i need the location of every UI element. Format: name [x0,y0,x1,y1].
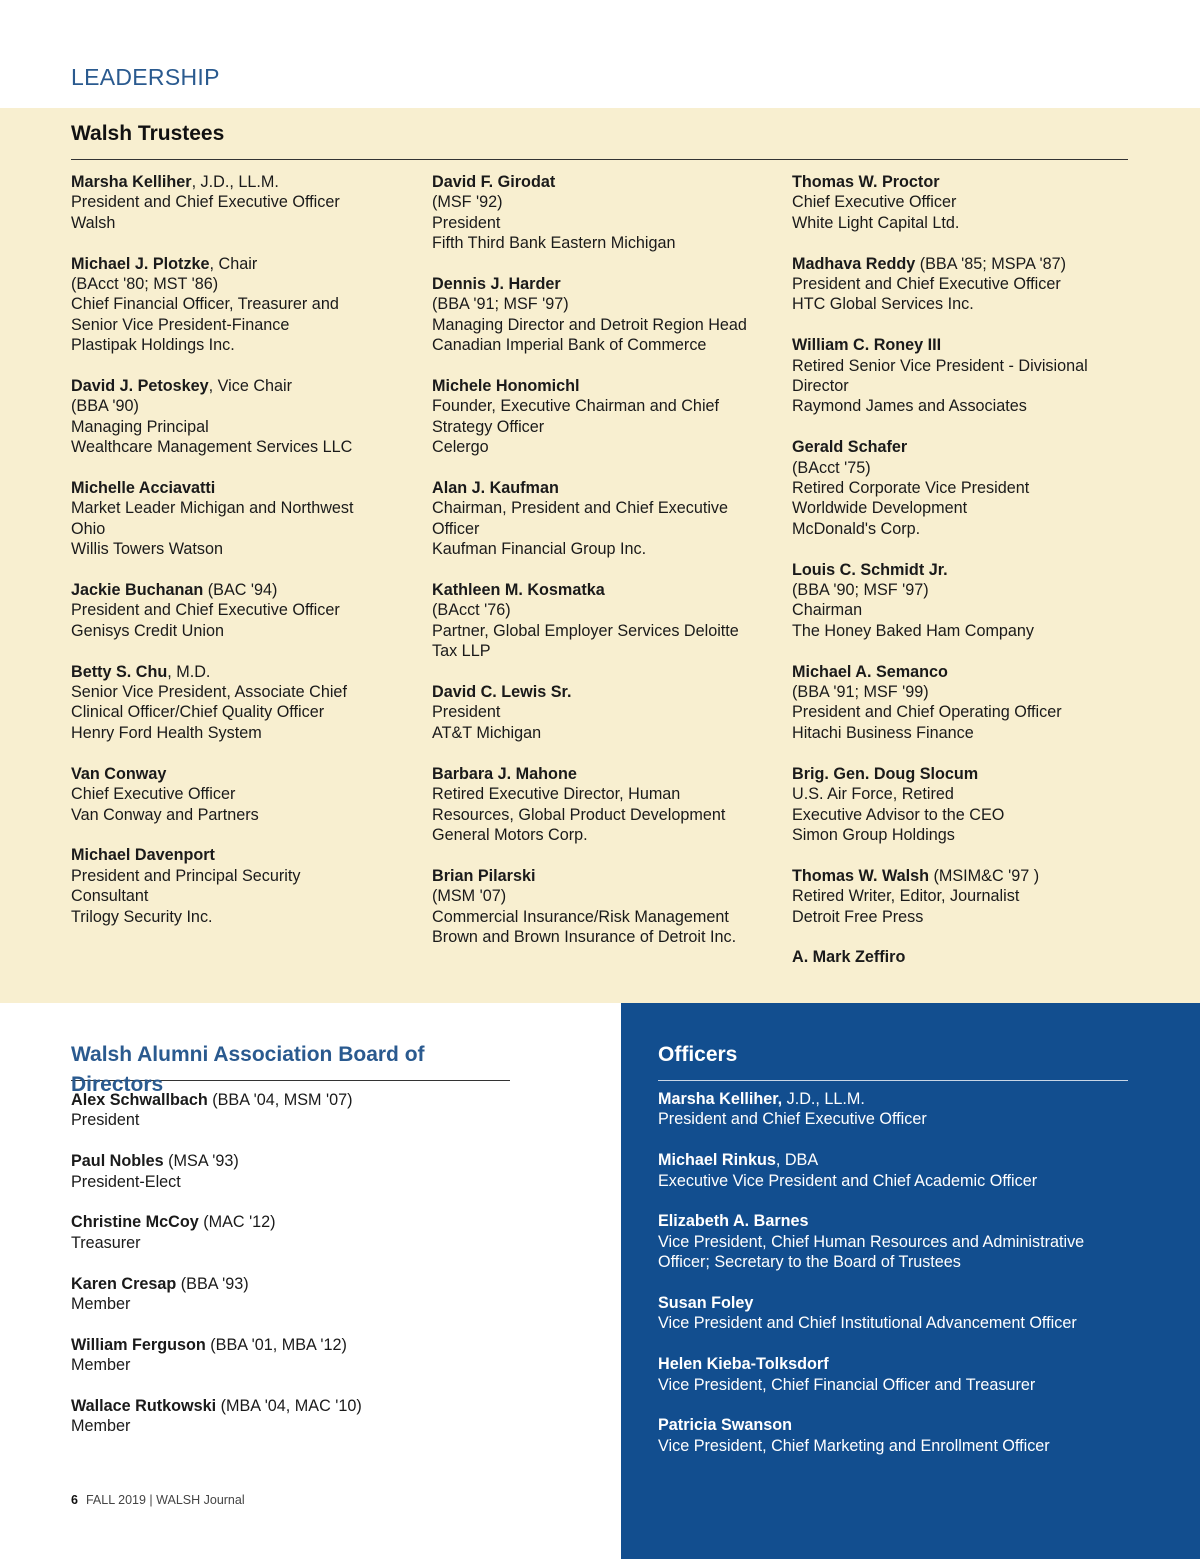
person-name: Marsha Kelliher [71,173,192,191]
person-detail-line: President [71,1111,140,1130]
person-entry [432,172,777,254]
person-entry [658,1415,1178,1456]
person-detail-line: Ohio [71,519,106,538]
person-name: Karen Cresap [71,1274,177,1293]
person-entry [658,1354,1178,1395]
person-detail-line: President [432,213,501,232]
person-detail-line: Worldwide Development [792,499,968,518]
person-name: Alex Schwallbach [71,1091,208,1109]
person-heading [71,764,416,784]
person-name: Brig. Gen. Doug Slocum [792,764,979,783]
person-credentials: (MAC '12) [198,1213,276,1232]
person-detail-line: Managing Director and Detroit Region Head [432,315,747,334]
person-detail-line: Chief Executive Officer [71,785,236,804]
person-detail-line: Henry Ford Health System [71,723,262,742]
officers-title: Officers [658,1043,738,1066]
footer-text: FALL 2019 | WALSH Journal [85,1493,245,1507]
person-entry [71,1212,511,1253]
person-entry [792,335,1137,417]
officers-divider [658,1080,1128,1081]
person-name: Louis C. Schmidt Jr. [792,560,948,579]
person-detail-line: Managing Principal [71,417,209,436]
person-detail-line: Member [71,1417,131,1436]
person-name: Elizabeth A. Barnes [658,1212,809,1231]
person-entry [71,1335,511,1376]
person-heading [432,478,777,498]
person-credentials: J.D., LL.M. [782,1090,865,1108]
person-detail-line: (BBA '90; MSF '97) [792,581,929,600]
person-heading [432,682,777,702]
person-name: Barbara J. Mahone [432,764,577,783]
person-detail-line: Founder, Executive Chairman and Chief [432,397,720,416]
person-detail-line: Vice President, Chief Marketing and Enrollment Officer [658,1436,1050,1455]
person-heading [71,172,416,192]
person-name: Alan J. Kaufman [432,479,559,498]
person-credentials: (BBA '85; MSPA '87) [915,254,1066,273]
person-heading [658,1211,1178,1231]
page-footer [71,1493,245,1507]
person-entry [658,1150,1178,1191]
alumni-board-title: Walsh Alumni Association Board of Directors [71,1043,425,1096]
person-detail-line: Willis Towers Watson [71,540,224,559]
alumni-board-list [71,1090,511,1437]
person-detail-line: Member [71,1356,131,1375]
person-credentials: (BBA '04, MSM '07) [207,1091,353,1109]
person-entry [71,580,416,641]
person-detail-line: President and Principal Security [71,866,301,885]
person-name: Jackie Buchanan [71,581,204,600]
person-credentials: (MSA '93) [163,1152,239,1171]
person-name: Michael J. Plotzke [71,254,210,273]
person-entry [71,764,416,825]
person-detail-line: (BAcct '80; MST '86) [71,275,219,294]
person-entry [658,1089,1178,1130]
person-detail-line: White Light Capital Ltd. [792,213,960,232]
person-detail-line: Senior Vice President-Finance [71,315,290,334]
person-detail-line: AT&T Michigan [432,723,542,742]
person-detail-line: President and Chief Executive Officer [792,275,1061,294]
person-heading [71,1151,511,1171]
person-entry [71,1274,511,1315]
person-entry [792,437,1137,539]
person-name: David J. Petoskey [71,377,209,396]
person-name: Michael Davenport [71,846,215,865]
person-detail-line: Commercial Insurance/Risk Management [432,907,729,926]
person-entry [658,1211,1178,1272]
person-heading [792,172,1137,192]
person-detail-line: President-Elect [71,1172,181,1191]
person-name: Thomas W. Walsh [792,866,930,885]
person-entry [71,172,416,233]
person-heading [792,437,1137,457]
person-heading [432,376,777,396]
person-detail-line: Retired Writer, Editor, Journalist [792,887,1020,906]
person-detail-line: Director [792,377,849,396]
person-name: David C. Lewis Sr. [432,683,572,702]
person-name: Susan Foley [658,1294,754,1313]
person-heading [432,764,777,784]
section-label: LEADERSHIP [71,64,220,90]
person-name: Paul Nobles [71,1152,164,1171]
trustees-title: Walsh Trustees [71,122,225,145]
person-name: Madhava Reddy [792,254,916,273]
person-detail-line: President and Chief Executive Officer [71,193,340,212]
person-entry [71,1090,511,1131]
person-detail-line: Simon Group Holdings [792,825,955,844]
person-name: Christine McCoy [71,1213,199,1232]
person-detail-line: Kaufman Financial Group Inc. [432,540,647,559]
person-entry [792,947,1137,967]
person-heading [792,335,1137,355]
person-detail-line: Member [71,1295,131,1314]
person-detail-line: Retired Executive Director, Human [432,785,681,804]
person-heading [71,1335,511,1355]
page-number: 6 [71,1493,78,1507]
person-detail-line: Hitachi Business Finance [792,723,974,742]
person-name: Kathleen M. Kosmatka [432,581,605,600]
person-detail-line: Consultant [71,887,149,906]
person-detail-line: Canadian Imperial Bank of Commerce [432,336,707,355]
person-detail-line: (BAcct '75) [792,458,871,477]
person-detail-line: Treasurer [71,1233,141,1252]
trustees-divider [71,159,1128,160]
person-credentials: , Chair [209,254,258,273]
person-detail-line: Senior Vice President, Associate Chief [71,683,347,702]
person-credentials: , DBA [775,1151,819,1170]
person-detail-line: General Motors Corp. [432,825,588,844]
person-entry [792,560,1137,642]
person-heading [71,845,416,865]
person-entry [432,682,777,743]
person-detail-line: (BBA '90) [71,397,139,416]
person-credentials: (MBA '04, MAC '10) [216,1397,362,1416]
person-entry [71,254,416,356]
person-detail-line: McDonald's Corp. [792,519,921,538]
person-name: Michelle Acciavatti [71,479,216,498]
person-detail-line: President and Chief Executive Officer [71,601,340,620]
person-detail-line: Plastipak Holdings Inc. [71,336,235,355]
trustees-panel [0,108,1200,1003]
person-detail-line: (BAcct '76) [432,601,511,620]
person-name: Wallace Rutkowski [71,1397,217,1416]
person-detail-line: Wealthcare Management Services LLC [71,438,353,457]
person-entry [71,1396,511,1437]
person-detail-line: Chief Executive Officer [792,193,957,212]
person-detail-line: The Honey Baked Ham Company [792,621,1035,640]
person-heading [71,254,416,274]
person-name: Helen Kieba-Tolksdorf [658,1355,829,1374]
person-entry [792,866,1137,927]
person-name: A. Mark Zeffiro [792,948,906,967]
person-entry [71,845,416,927]
person-name: Marsha Kelliher, [658,1090,783,1108]
person-detail-line: Chairman [792,601,863,620]
person-heading [792,947,1137,967]
person-credentials: (MSIM&C '97 ) [929,866,1040,885]
person-detail-line: Trilogy Security Inc. [71,907,213,926]
person-entry [792,662,1137,744]
person-detail-line: Executive Advisor to the CEO [792,805,1005,824]
person-name: David F. Girodat [432,173,556,191]
person-heading [71,1090,511,1110]
person-heading [71,1396,511,1416]
person-detail-line: Vice President and Chief Institutional Advancement Officer [658,1314,1077,1333]
person-detail-line: Brown and Brown Insurance of Detroit Inc. [432,927,737,946]
person-detail-line: Fifth Third Bank Eastern Michigan [432,234,676,253]
person-name: Michael A. Semanco [792,662,948,681]
person-name: William C. Roney III [792,336,942,355]
person-detail-line: President and Chief Executive Officer [658,1110,927,1129]
person-name: Van Conway [71,764,167,783]
person-heading [71,478,416,498]
person-heading [658,1354,1178,1374]
person-detail-line: (BBA '91; MSF '97) [432,295,569,314]
person-entry [792,172,1137,233]
person-credentials: , Vice Chair [208,377,293,396]
person-detail-line: Partner, Global Employer Services Deloitte [432,621,739,640]
person-detail-line: Resources, Global Product Development [432,805,726,824]
trustees-column-1 [71,172,416,947]
person-heading [71,376,416,396]
person-detail-line: HTC Global Services Inc. [792,295,974,314]
person-entry [432,764,777,846]
person-heading [658,1415,1178,1435]
person-detail-line: Officer [432,519,480,538]
trustees-column-2 [432,172,777,968]
person-heading [71,662,416,682]
person-credentials: (BAC '94) [203,581,278,600]
person-name: Thomas W. Proctor [792,173,940,191]
person-detail-line: Officer; Secretary to the Board of Trustees [658,1253,961,1272]
person-entry [432,866,777,948]
person-heading [71,1212,511,1232]
person-detail-line: President [432,703,501,722]
person-detail-line: Retired Corporate Vice President [792,479,1030,498]
person-entry [432,580,777,662]
person-detail-line: Raymond James and Associates [792,397,1027,416]
person-detail-line: President and Chief Operating Officer [792,703,1062,722]
person-detail-line: Retired Senior Vice President - Divisional [792,356,1088,375]
trustees-column-3 [792,172,1137,988]
person-entry [792,254,1137,315]
person-detail-line: Chief Financial Officer, Treasurer and [71,295,339,314]
person-heading [71,1274,511,1294]
person-heading [658,1150,1178,1170]
person-heading [792,662,1137,682]
person-detail-line: Market Leader Michigan and Northwest [71,499,354,518]
person-detail-line: U.S. Air Force, Retired [792,785,954,804]
person-heading [792,866,1137,886]
person-entry [432,376,777,458]
person-name: Patricia Swanson [658,1416,793,1435]
person-entry [792,764,1137,846]
person-entry [71,376,416,458]
person-credentials: (BBA '01, MBA '12) [205,1335,347,1354]
person-heading [71,580,416,600]
officers-list [658,1089,1178,1477]
person-detail-line: Vice President, Chief Human Resources and Administrative [658,1232,1085,1251]
person-entry [658,1293,1178,1334]
person-detail-line: Clinical Officer/Chief Quality Officer [71,703,325,722]
person-name: Dennis J. Harder [432,275,561,294]
person-detail-line: Walsh [71,213,116,232]
officers-panel [621,1003,1200,1559]
person-detail-line: Tax LLP [432,642,491,661]
person-entry [432,478,777,560]
person-detail-line: (MSM '07) [432,887,507,906]
person-name: Gerald Schafer [792,438,908,457]
person-detail-line: Strategy Officer [432,417,545,436]
person-credentials: , M.D. [167,662,211,681]
person-name: Brian Pilarski [432,866,536,885]
person-entry [432,274,777,356]
person-name: Michael Rinkus [658,1151,776,1170]
person-detail-line: Celergo [432,438,489,457]
person-entry [71,1151,511,1192]
person-entry [71,662,416,744]
person-heading [432,274,777,294]
person-heading [432,580,777,600]
person-heading [432,866,777,886]
person-heading [432,172,777,192]
person-detail-line: Chairman, President and Chief Executive [432,499,729,518]
person-heading [792,254,1137,274]
person-heading [658,1293,1178,1313]
person-name: William Ferguson [71,1335,206,1354]
person-name: Michele Honomichl [432,377,580,396]
person-entry [71,478,416,560]
person-heading [792,764,1137,784]
person-credentials: , J.D., LL.M. [191,173,279,191]
person-detail-line: Genisys Credit Union [71,621,224,640]
alumni-board-section [71,1040,511,1457]
person-credentials: (BBA '93) [176,1274,249,1293]
person-detail-line: Detroit Free Press [792,907,924,926]
person-heading [792,560,1137,580]
person-detail-line: Executive Vice President and Chief Academic Officer [658,1171,1038,1190]
person-detail-line: (BBA '91; MSF '99) [792,683,929,702]
person-detail-line: (MSF '92) [432,193,503,212]
person-detail-line: Van Conway and Partners [71,805,259,824]
person-detail-line: Vice President, Chief Financial Officer and Treasurer [658,1375,1036,1394]
person-heading [658,1089,1178,1109]
person-name: Betty S. Chu [71,662,168,681]
